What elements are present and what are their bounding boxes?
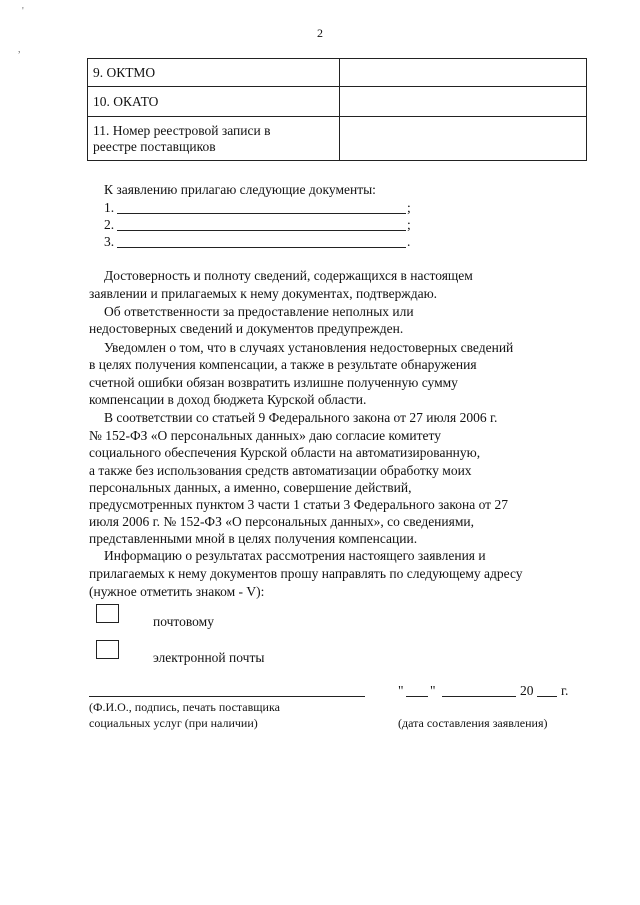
page-number: 2 xyxy=(317,26,323,40)
row-label-line: реестре поставщиков xyxy=(93,138,216,154)
attachment-end: ; xyxy=(407,200,411,215)
attachment-end: . xyxy=(407,234,411,249)
paragraph-line: предусмотренных пунктом 3 части 1 статьи 3 Федерального закона от 27 xyxy=(89,497,508,512)
paragraph-line: июля 2006 г. № 152-ФЗ «О персональных данных», со сведениями, xyxy=(89,514,474,529)
postal-checkbox[interactable] xyxy=(96,604,119,623)
row-label: 9. ОКТМО xyxy=(88,59,340,87)
paragraph-line: представленными мной в целях получения компенсации. xyxy=(89,531,418,546)
paragraph-line: в целях получения компенсации, а также в результате обнаружения xyxy=(89,357,477,372)
date-year-prefix: 20 xyxy=(520,683,534,698)
email-option-label: электронной почты xyxy=(153,650,265,665)
row-value xyxy=(340,87,587,117)
row-value xyxy=(340,117,587,161)
date-year-line xyxy=(537,696,557,697)
signature-line xyxy=(89,696,365,697)
paragraph-line: заявлении и прилагаемых к нему документах, подтверждаю. xyxy=(89,286,438,301)
attachment-line xyxy=(117,247,406,248)
row-label: 10. ОКАТО xyxy=(88,87,340,117)
attachment-line xyxy=(117,213,406,214)
scan-mark: ' xyxy=(22,6,24,17)
date-quote-close: " xyxy=(430,683,436,698)
row-value xyxy=(340,59,587,87)
date-quote-open: " xyxy=(398,683,404,698)
email-checkbox[interactable] xyxy=(96,640,119,659)
attachments-intro: К заявлению прилагаю следующие документы: xyxy=(104,182,376,197)
attachment-number: 1. xyxy=(104,200,115,215)
paragraph-line: Об ответственности за предоставление неполных или xyxy=(104,304,414,319)
date-day-line xyxy=(406,696,428,697)
attachment-end: ; xyxy=(407,217,411,232)
paragraph-line: В соответствии со статьей 9 Федерального закона от 27 июля 2006 г. xyxy=(104,410,498,425)
postal-option-label: почтовому xyxy=(153,614,214,629)
paragraph-line: Достоверность и полноту сведений, содержащихся в настоящем xyxy=(104,268,473,283)
attachment-line xyxy=(117,230,406,231)
row-label xyxy=(88,117,340,161)
paragraph-line: а также без использования средств автоматизации обработку моих xyxy=(89,463,472,478)
paragraph-line: прилагаемых к нему документов прошу направлять по следующему адресу xyxy=(89,566,523,581)
row-label-line: 11. Номер реестровой записи в xyxy=(93,122,271,138)
date-caption: (дата составления заявления) xyxy=(398,716,548,730)
paragraph-line: счетной ошибки обязан возвратить излишне полученную сумму xyxy=(89,375,458,390)
paragraph-line: № 152-ФЗ «О персональных данных» даю согласие комитету xyxy=(89,428,442,443)
paragraph-line: персональных данных, а именно, совершение действий, xyxy=(89,480,412,495)
paragraph-line: социального обеспечения Курской области на автоматизированную, xyxy=(89,445,481,460)
table-row xyxy=(88,87,587,117)
paragraph-line: компенсации в доход бюджета Курской области. xyxy=(89,392,367,407)
attachment-number: 3. xyxy=(104,234,115,249)
paragraph-line: (нужное отметить знаком - V): xyxy=(89,584,265,599)
scan-mark: , xyxy=(18,44,21,55)
table-row xyxy=(88,59,587,87)
paragraph-line: Информацию о результатах рассмотрения настоящего заявления и xyxy=(104,548,486,563)
date-year-suffix: г. xyxy=(561,683,569,698)
attachment-number: 2. xyxy=(104,217,115,232)
requisites-table xyxy=(87,58,587,161)
date-month-line xyxy=(442,696,516,697)
paragraph-line: недостоверных сведений и документов предупрежден. xyxy=(89,321,404,336)
signature-caption: (Ф.И.О., подпись, печать поставщика xyxy=(89,700,280,714)
paragraph-line: Уведомлен о том, что в случаях установления недостоверных сведений xyxy=(104,340,514,355)
signature-caption: социальных услуг (при наличии) xyxy=(89,716,258,730)
table-row xyxy=(88,117,587,161)
